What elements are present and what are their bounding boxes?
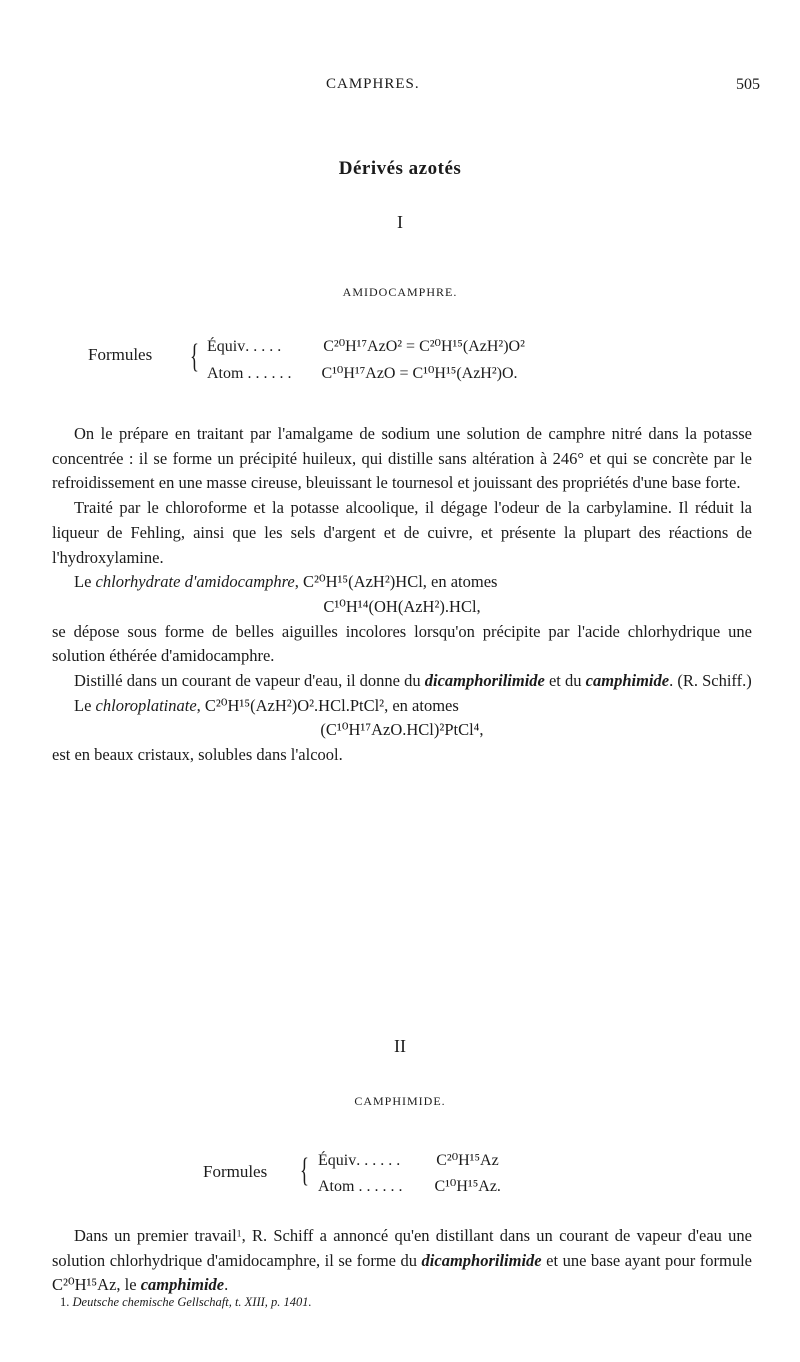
running-head: CAMPHRES. bbox=[326, 76, 420, 92]
paragraph: Traité par le chloroforme et la potasse alcoolique, il dégage l'odeur de la carbylamine. Il réduit la liqueur de Fehling, ainsi que les sels d'argent et de cuivre, et présente la plupart des réactions de l'hydroxylamine. bbox=[52, 498, 752, 567]
compound-name: dicamphorilimide bbox=[421, 1250, 542, 1270]
footnote-text: Deutsche chemische Gellschaft, t. XIII, p. 1401. bbox=[72, 1295, 312, 1309]
compound-name: camphimide bbox=[140, 1275, 225, 1295]
footnote-number: 1. bbox=[60, 1295, 70, 1309]
formula: C²⁰H¹⁷AzO² = C²⁰H¹⁵(AzH²)O² bbox=[323, 338, 525, 355]
formulas-label: Formules bbox=[88, 345, 153, 364]
formula-label: Équiv bbox=[207, 338, 246, 355]
formula: C²⁰H¹⁵Az bbox=[436, 1152, 499, 1169]
footnote-ref: 1 bbox=[236, 1228, 242, 1240]
formula-row-atom bbox=[207, 363, 518, 383]
page-header bbox=[0, 76, 800, 100]
leader-dots: . . . . . . bbox=[358, 1178, 403, 1195]
body-text-amidocamphre bbox=[52, 422, 752, 768]
compound-name: camphimide bbox=[585, 671, 670, 691]
paragraph: est en beaux cristaux, solubles dans l'alcool. bbox=[52, 745, 343, 765]
formula: C¹⁰H¹⁷AzO = C¹⁰H¹⁵(AzH²)O. bbox=[321, 365, 518, 382]
compound-name: chloroplatinate bbox=[95, 695, 197, 715]
paragraph: On le prépare en traitant par l'amalgame de sodium une solution de camphre nitré dans la potasse concentrée : il se forme un précipité huileux, qui distille sans altération à 246° et qui se concrète par le refroidissement en une masse cireuse, bleuissant le tournesol et jouissant des propriétés d'une base forte. bbox=[52, 424, 752, 493]
left-brace: { bbox=[190, 338, 199, 375]
footnote bbox=[60, 1295, 312, 1310]
leader-dots: . . . . . . bbox=[356, 1152, 401, 1169]
paragraph: Distillé dans un courant de vapeur d'eau, il donne du dicamphorilimide et du camphimide. (R. Schiff.) bbox=[74, 671, 752, 691]
formula-row-atom bbox=[318, 1176, 501, 1196]
leader-dots: . . . . . bbox=[245, 338, 282, 355]
formula-line: C¹⁰H¹⁴(OH(AzH²).HCl, bbox=[323, 596, 481, 616]
paragraph: Le chloroplatinate, C²⁰H¹⁵(AzH²)O².HCl.PtCl², en atomes bbox=[74, 695, 459, 715]
paragraph: se dépose sous forme de belles aiguilles incolores lorsqu'on précipite par l'acide chlorhydrique une solution éthérée d'amidocamphre. bbox=[52, 621, 752, 666]
formula: C¹⁰H¹⁵Az. bbox=[434, 1178, 501, 1195]
compound-heading-camphimide: CAMPHIMIDE. bbox=[354, 1094, 446, 1108]
formula-label: Atom bbox=[318, 1178, 355, 1195]
compound-name: dicamphorilimide bbox=[424, 671, 545, 691]
compound-heading-amidocamphre: AMIDOCAMPHRE. bbox=[342, 285, 458, 299]
formula-label: Équiv bbox=[318, 1152, 357, 1169]
section-number-2: II bbox=[394, 1036, 406, 1056]
formula-row-equiv bbox=[207, 336, 525, 356]
section-title: Dérivés azotés bbox=[338, 158, 462, 179]
formula-row-equiv bbox=[318, 1150, 499, 1170]
body-text-camphimide bbox=[52, 1224, 752, 1298]
paragraph: Le chlorhydrate d'amidocamphre, C²⁰H¹⁵(AzH²)HCl, en atomes bbox=[74, 572, 498, 592]
formulas-label: Formules bbox=[203, 1162, 268, 1181]
leader-dots: . . . . . . bbox=[247, 365, 292, 382]
page-number: 505 bbox=[736, 76, 760, 93]
section-number-1: I bbox=[397, 212, 403, 232]
paragraph: Dans un premier travail$^1$, R. Schiff a annoncé qu'en distillant dans un courant de vapeur d'eau une solution chlorhydrique d'amidocamphre, il se forme du dicamphorilimide et une base ayant pour formule C²⁰H¹⁵Az, le camphimide. bbox=[52, 1226, 753, 1295]
formula-line: (C¹⁰H¹⁷AzO.HCl)²PtCl⁴, bbox=[320, 720, 484, 740]
compound-name: chlorhydrate d'amidocamphre bbox=[95, 572, 295, 592]
formula-label: Atom bbox=[207, 365, 244, 382]
left-brace: { bbox=[300, 1152, 309, 1189]
